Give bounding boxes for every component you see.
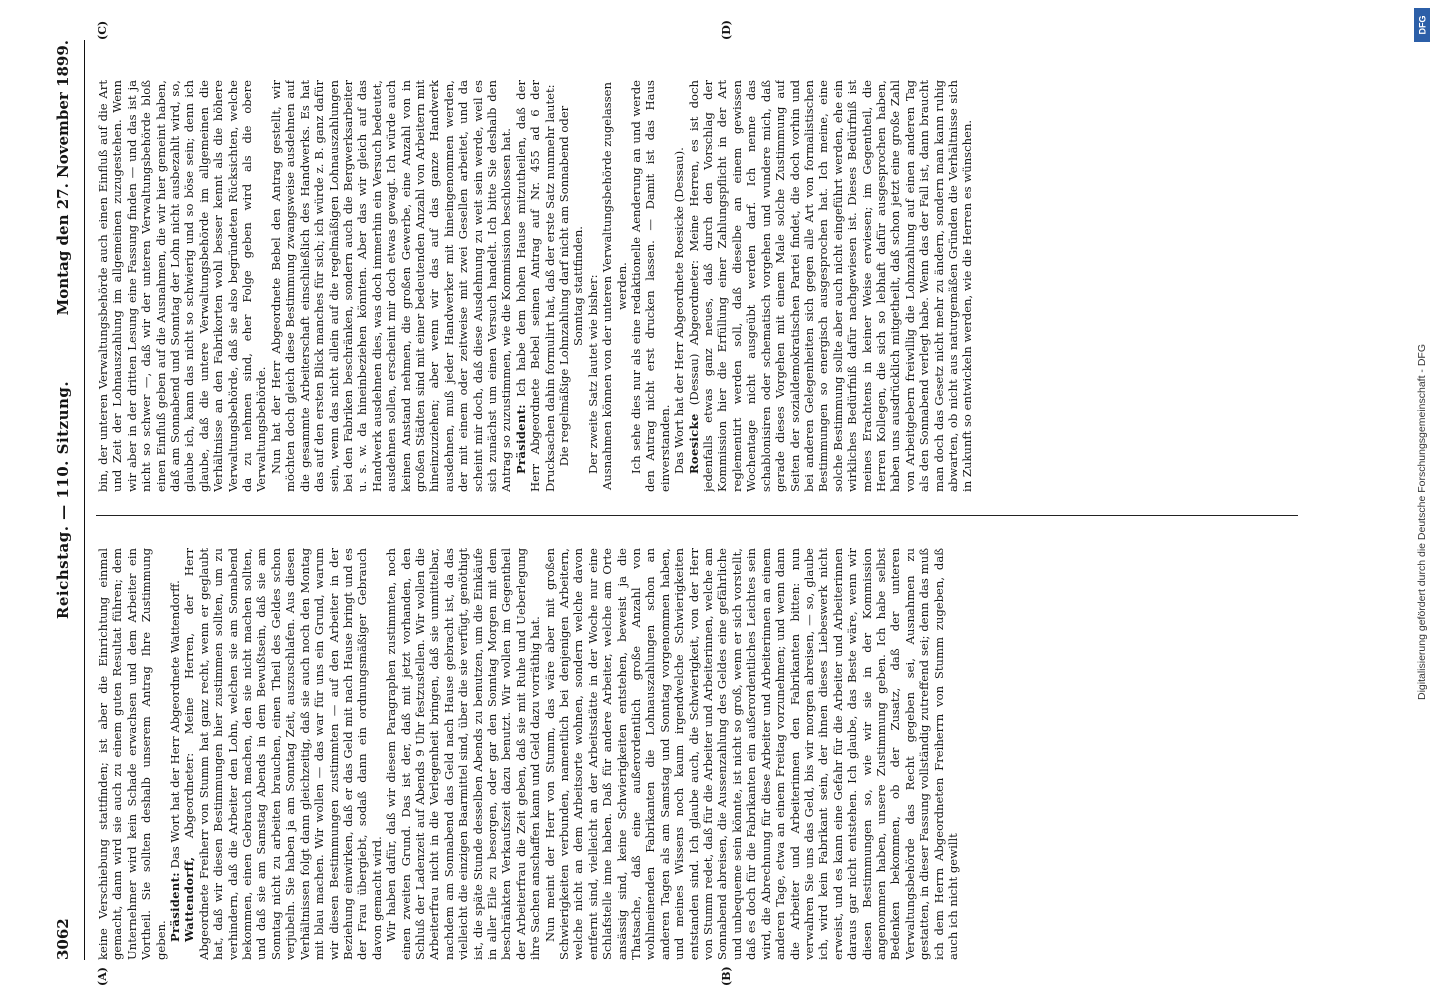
paragraph: Der zweite Satz lautet wie bisher: [585, 274, 600, 474]
paragraph: Präsident: Ich habe dem hohen Hause mitzutheilen, daß der Herr Abgeordnete Bebel seinen Antrag auf Nr. 455 ad 6 der Drucksachen dahin formulirt hat, daß der erste Satz nunmehr lautet: [513, 80, 557, 492]
margin-marker-b: (B) [720, 966, 733, 986]
column-divider [96, 515, 1298, 516]
paragraph: Wir haben dafür, daß wir diesem Paragraphen zustimmten, noch einen zweiten Grund. Das ist der, daß mit jetzt vorhanden, den Schluß der Ladenzeit auf Abends 9 Uhr festzustellen. Wir wollen die Arbeiterfrau nicht in die Verlegenheit bringen, daß sie unmittelbar, nachdem am Sonnabend das Geld nach Hause gebracht ist, da das vielleicht die einzigen Baarmittel sind, über die sie verfügt, genöthigt ist, die späte Stunde desselben Abends zu benutzen, um die Einkäufe in aller Eile zu besorgen, oder gar den Sonntag Morgen mit dem beschränkten Verkaufszeit dazu benutzt. Wir wollen im Gegentheil der Arbeiterfrau die Zeit geben, daß sie mit Ruhe und Ueberlegung ihre Sachen anschaffen kann und Geld dazu vorräthig hat. [384, 548, 543, 960]
session-title: Reichstag. — 110. Sitzung. [54, 380, 72, 620]
left-text-column [96, 548, 1298, 960]
paragraph: Nun meint der Herr von Stumm, das wäre aber mit großen Schwierigkeiten verbunden, namentlich bei denjenigen Arbeitern, welche nicht an dem Arbeitsorte wohnen, sondern welche davon entfernt sind, vielleicht an der Arbeitsstätte in der Woche nur eine Schlafstelle inne haben. Daß für andere Arbeiter, welche am Orte ansässig sind, keine Schwierigkeiten entstehen, beweist ja die Thatsache, daß eine außerordentlich große Anzahl von wohlmeinenden Fabrikanten die Lohnauszahlungen schon an anderen Tagen als am Samstag und Sonntag vorgenommen haben, und meines Wissens noch kaum irgendwelche Schwierigkeiten entstanden sind. Ich glaube auch, die Schwierigkeit, von der Herr von Stumm redet, daß für die Arbeiter und Arbeiterinnen, welche am Sonnabend abreisen, die Aussenzahlung des Geldes eine gefährliche und unbequeme sein könnte, ist nicht so groß, wenn er sich vorstellt, daß es doch für die Fabrikanten ein außerordentliches Leichtes sein wird, die Abrechnung für diese Arbeiter und Arbeiterinnen an einem anderen Tage, etwa an einem Freitag vorzunehmen; und wenn dann die Arbeiter und Arbeiterinnen den Fabrikanten bitten: nun verwahren Sie uns das Geld, bis wir morgen abreisen, — so, glaube ich, wird kein Fabrikant sein, der ihnen dieses Liebeswerk nicht erweist, und es kann eine Gefahr für die Arbeiter und Arbeiterinnen daraus gar nicht entstehen. Ich glaube, das Beste wäre, wenn wir diesen Bestimmungen so, wie wir sie in der Kommission angenommen haben, unsere Zustimmung geben. Ich habe selbst Bedenken bekommen, ob der Zusatz, daß der unteren Verwaltungsbehörde das Recht gegeben sei, Ausnahmen zu gestatten, in dieser Fassung vollständig zutreffend sei; denn das muß ich dem Herrn Abgeordneten Freiherrn von Stumm zugeben, daß auch ich nicht gewillt [542, 548, 960, 960]
paragraph: Die regelmäßige Lohnzahlung darf nicht am Sonnabend oder Sonntag stattfinden. [557, 105, 586, 467]
digitization-note: Digitalisierung gefördert durch die Deutsche Forschungsgemeinschaft - DFG [1416, 343, 1428, 700]
margin-marker-d: (D) [720, 20, 733, 40]
speaker-name: Wattendorff, [182, 856, 197, 942]
margin-marker-a: (A) [96, 967, 109, 986]
right-text-column [96, 80, 1298, 492]
digitization-margin [1410, 0, 1434, 1000]
paragraph: Ich sehe dies nur als eine redaktionelle Aenderung an und werde den Antrag nicht erst drucken lassen. — Damit ist das Haus einverstanden. [629, 80, 672, 492]
paragraph: bin, der unteren Verwaltungsbehörde auch einen Einfluß auf die Art und Zeit der Lohnauszahlung im allgemeinen zuzugestehen. Wenn wir aber in der dritten Lesung eine Fassung finden — und das ist ja nicht so schwer —, daß wir der unteren Verwaltungsbehörde bloß einen Einfluß geben auf die Ausnahmen, die wir hier gemeint haben, daß am Sonnabend und Sonntag der Lohn nicht ausbezahlt wird, so, glaube ich, kann das nicht so schwierig und so böse sein; denn ich glaube, daß die untere Verwaltungsbehörde im allgemeinen die Verhältnisse an den Fabrikorten wohl besser kennt als die höhere Verwaltungsbehörde, daß sie also begründeten Rücksichten, welche da zu nehmen sind, eher Folge geben wird als die obere Verwaltungsbehörde. [96, 80, 269, 492]
page-header [48, 40, 76, 960]
paragraph: Ausnahmen können von der unteren Verwaltungsbehörde zugelassen werden. [600, 82, 629, 490]
paragraph: Präsident: Das Wort hat der Herr Abgeordnete Wattendorff. [168, 580, 183, 942]
paragraph: Roesicke (Dessau) Abgeordneter: Meine Herren, es ist doch jedenfalls etwas ganz neues, daß durch den Vorschlag der Kommission hier die Erfüllung einer Zahlungspflicht in der Art reglementirt werden soll, daß dieselbe an einem gewissen Wochentage nicht ausgeübt werden darf. Ich nenne das schablonisiren oder schematisch vorgehen und wundere mich, daß gerade dieses Vorgehen mit einem Male solche Zustimmung auf Seiten der sozialdemokratischen Partei findet, die doch vorhin und bei anderen Gelegenheiten sich gegen alle Art von formalistischen Bestimmungen so energisch ausgesprochen hat. Ich meine, eine solche Bestimmung sollte aber auch nicht eingeführt werden, ehe ein wirkliches Bedürfniß dafür nachgewiesen ist. Dieses Bedürfniß ist meines Erachtens in keiner Weise erwiesen; im Gegentheil, die Herren Kollegen, die sich so lebhaft dafür ausgesprochen haben, haben uns ausdrücklich mitgetheilt, daß schon jetzt eine große Zahl von Arbeitgebern freiwillig die Lohnzahlung auf einen anderen Tag als den Sonnabend verlegt habe. Wenn das der Fall ist, dann braucht man doch das Gesetz nicht mehr zu ändern, sondern man kann ruhig abwarten, ob nicht aus naturgemäßen Gründen die Verhältnisse sich in Zukunft so entwickeln werden, wie die Herren es wünschen. [686, 80, 975, 492]
paragraph: keine Verschiebung stattfinden; ist aber die Einrichtung einmal gemacht, dann wird sie auch zu einem guten Resultat führen; dem Unternehmer wird kein Schade erwachsen und dem Arbeiter ein Vortheil. Sie sollten deshalb unserem Antrag Ihre Zustimmung geben. [96, 548, 168, 960]
paragraph: Nun hat der Herr Abgeordnete Bebel den Antrag gestellt, wir möchten doch gleich diese Bestimmung zwangsweise ausdehnen auf die gesammte Arbeiterschaft einschließlich des Handwerks. Es hat das auf den ersten Blick manches für sich; ich würde z. B. ganz dafür sein, wenn das nicht allein auf die regelmäßigen Lohnauszahlungen bei den Fabriken beschränken, sondern auch die Bergwerksarbeiter u. s. w. da hineinbeziehen könnten. Aber das wir gleich auf das Handwerk ausdehnen dies, was doch immerhin ein Versuch bedeutet, ausdehnen sollen, erscheint mir doch etwas gewagt. Ich würde auch keinen Anstand nehmen, die großen Gewerbe, eine Anzahl von in großen Städten sind mit einer bedeutenden Anzahl von Arbeitern mit hineinzuziehen; aber wenn wir das auf das ganze Handwerk ausdehnen, muß jeder Handwerker mit hineingenommen werden, der mit einem oder zeitweise mit zwei Gesellen arbeitet, und da scheint mir doch, daß diese Ausdehnung zu weit sein werde, weil es sich zunächst um einen Versuch handelt. Ich bitte Sie deshalb den Antrag so zuzustimmen, wie die Kommission beschlossen hat. [268, 80, 514, 492]
paragraph: Das Wort hat der Herr Abgeordnete Roesicke (Dessau). [672, 147, 687, 474]
paragraph: Wattendorff, Abgeordneter: Meine Herren, der Herr Abgeordnete Freiherr von Stumm hat ganz recht, wenn er geglaubt hat, daß wir diesen Bestimmungen hier zustimmen sollten, um zu verhindern, daß die Arbeiter den Lohn, welchen sie am Sonnabend bekommen, einen Gebrauch machen, den sie nicht machen sollten, und daß sie am Samstag Abends in dem Bewußtsein, daß sie am Sonntag nicht zu arbeiten brauchen, einen Theil des Geldes schon verjubeln. Sie haben ja am Sonntag Zeit, auszuschlafen. Aus diesen Verhältnissen folgt dann gleichzeitig, daß sie auch noch den Montag mit blau machen. Wir wollen — das war für uns ein Grund, warum wir diesen Bestimmungen zustimmten — auf den Arbeiter in der Beziehung einwirken, daß er das Geld mit nach Hause bringt und es der Frau übergiebt, sodaß dann ein ordnungsmäßiger Gebrauch davon gemacht wird. [182, 548, 384, 960]
speaker-name: Roesicke [686, 413, 701, 474]
header-rule [84, 40, 85, 960]
margin-marker-c: (C) [96, 20, 109, 40]
dfg-logo: DFG [1414, 8, 1430, 42]
page-number: 3062 [54, 918, 72, 960]
speaker-name: Präsident: [513, 404, 528, 474]
session-date: Montag den 27. November 1899. [54, 40, 72, 316]
speaker-name: Präsident: [168, 872, 183, 942]
